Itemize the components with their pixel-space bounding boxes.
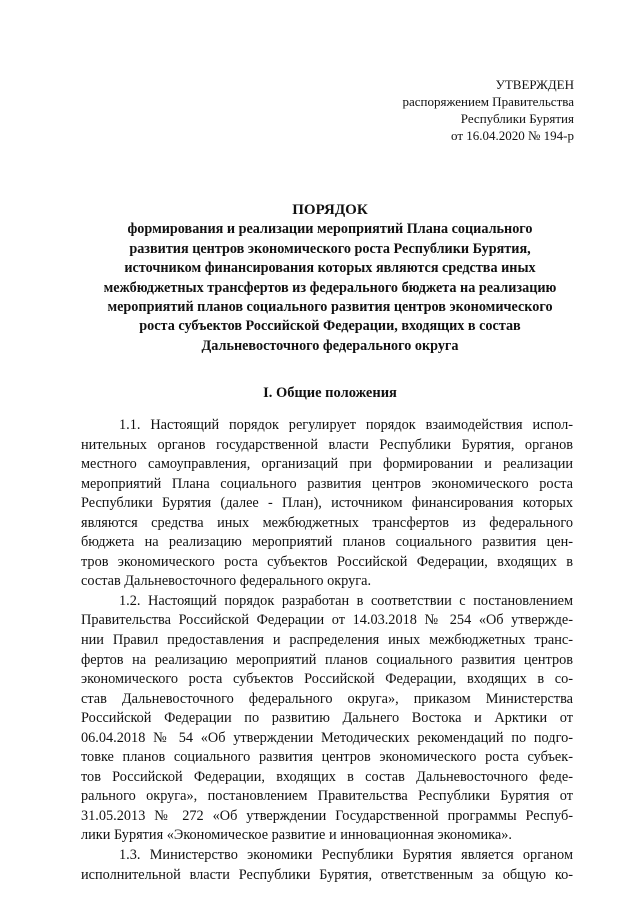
- paragraph-line: Республики Бурятия (далее - План), источником финансирования которых: [81, 495, 573, 512]
- paragraph-line: исполнительной власти Республики Бурятия, ответственным за общую ко-: [81, 866, 573, 883]
- paragraph-line: рального округа», постановлением Правительства Республики Бурятия от: [81, 788, 573, 805]
- paragraph-line: тров экономического роста субъектов Российской Федерации, входящих в: [81, 553, 573, 570]
- approval-stamp: [402, 76, 574, 144]
- paragraph-line: являются средства иных межбюджетных трансфертов из федерального: [81, 514, 573, 531]
- paragraph-line: состав Дальневосточного федерального округа.: [81, 573, 372, 590]
- body-text: [81, 416, 573, 885]
- paragraph-line: местного самоуправления, организаций при формировании и реализации: [81, 456, 573, 473]
- paragraph-line: став Дальневосточного федерального округа», приказом Министерства: [81, 690, 573, 707]
- title-main: ПОРЯДОК: [292, 202, 368, 218]
- title-line: роста субъектов Российской Федерации, входящих в состав: [139, 318, 521, 335]
- paragraph-line: товке планов социального развития центров экономического роста субъек-: [81, 749, 573, 766]
- paragraph-line: 1.2. Настоящий порядок разработан в соответствии с постановлением: [119, 592, 573, 609]
- paragraph-line: 31.05.2013 № 272 «Об утверждении Государственной программы Респуб-: [81, 807, 573, 824]
- title-line: источником финансирования которых являются средства иных: [124, 260, 536, 277]
- approval-date-number: от 16.04.2020 № 194-р: [451, 128, 574, 143]
- section-heading: I. Общие положения: [263, 385, 397, 401]
- title-line: формирования и реализации мероприятий Плана социального: [127, 221, 533, 238]
- paragraph-line: Российской Федерации по развитию Дальнего Востока и Арктики от: [81, 710, 573, 727]
- paragraph-line: нии Правил предоставления и распределения иных межбюджетных транс-: [81, 632, 573, 649]
- title-line: Дальневосточного федерального округа: [201, 337, 459, 354]
- approval-heading: УТВЕРЖДЕН: [495, 77, 574, 92]
- paragraph-line: нительных органов государственной власти Республики Бурятия, органов: [81, 436, 573, 453]
- title-line: межбюджетных трансфертов из федерального бюджета на реализацию: [103, 279, 557, 296]
- paragraph-line: 06.04.2018 № 54 «Об утверждении Методических рекомендаций по подго-: [81, 729, 573, 746]
- paragraph-line: 1.1. Настоящий порядок регулирует порядок взаимодействия испол-: [119, 417, 573, 433]
- title-line: мероприятий планов социального развития центров экономического: [107, 299, 553, 316]
- paragraph-line: экономического роста субъектов Российской Федерации, входящих в со-: [81, 671, 573, 688]
- paragraph-line: тов Российской Федерации, входящих в состав Дальневосточного феде-: [81, 768, 573, 785]
- title-line: развития центров экономического роста Республики Бурятия,: [129, 240, 531, 257]
- paragraph-line: мероприятий Плана социального развития центров экономического роста: [81, 475, 573, 492]
- paragraph-line: Правительства Российской Федерации от 14.03.2018 № 254 «Об утвержде-: [81, 612, 573, 629]
- paragraph-line: 1.3. Министерство экономики Республики Бурятия является органом: [119, 847, 573, 864]
- approval-region: Республики Бурятия: [460, 111, 574, 126]
- paragraph-line: бюджета на реализацию мероприятий планов социального развития цен-: [81, 534, 573, 551]
- approval-authority: распоряжением Правительства: [402, 94, 574, 109]
- paragraph-line: лики Бурятия «Экономическое развитие и инновационная экономика».: [81, 827, 512, 844]
- paragraph-line: фертов на реализацию мероприятий планов социального развития центров: [81, 651, 573, 668]
- document-title: [70, 201, 590, 356]
